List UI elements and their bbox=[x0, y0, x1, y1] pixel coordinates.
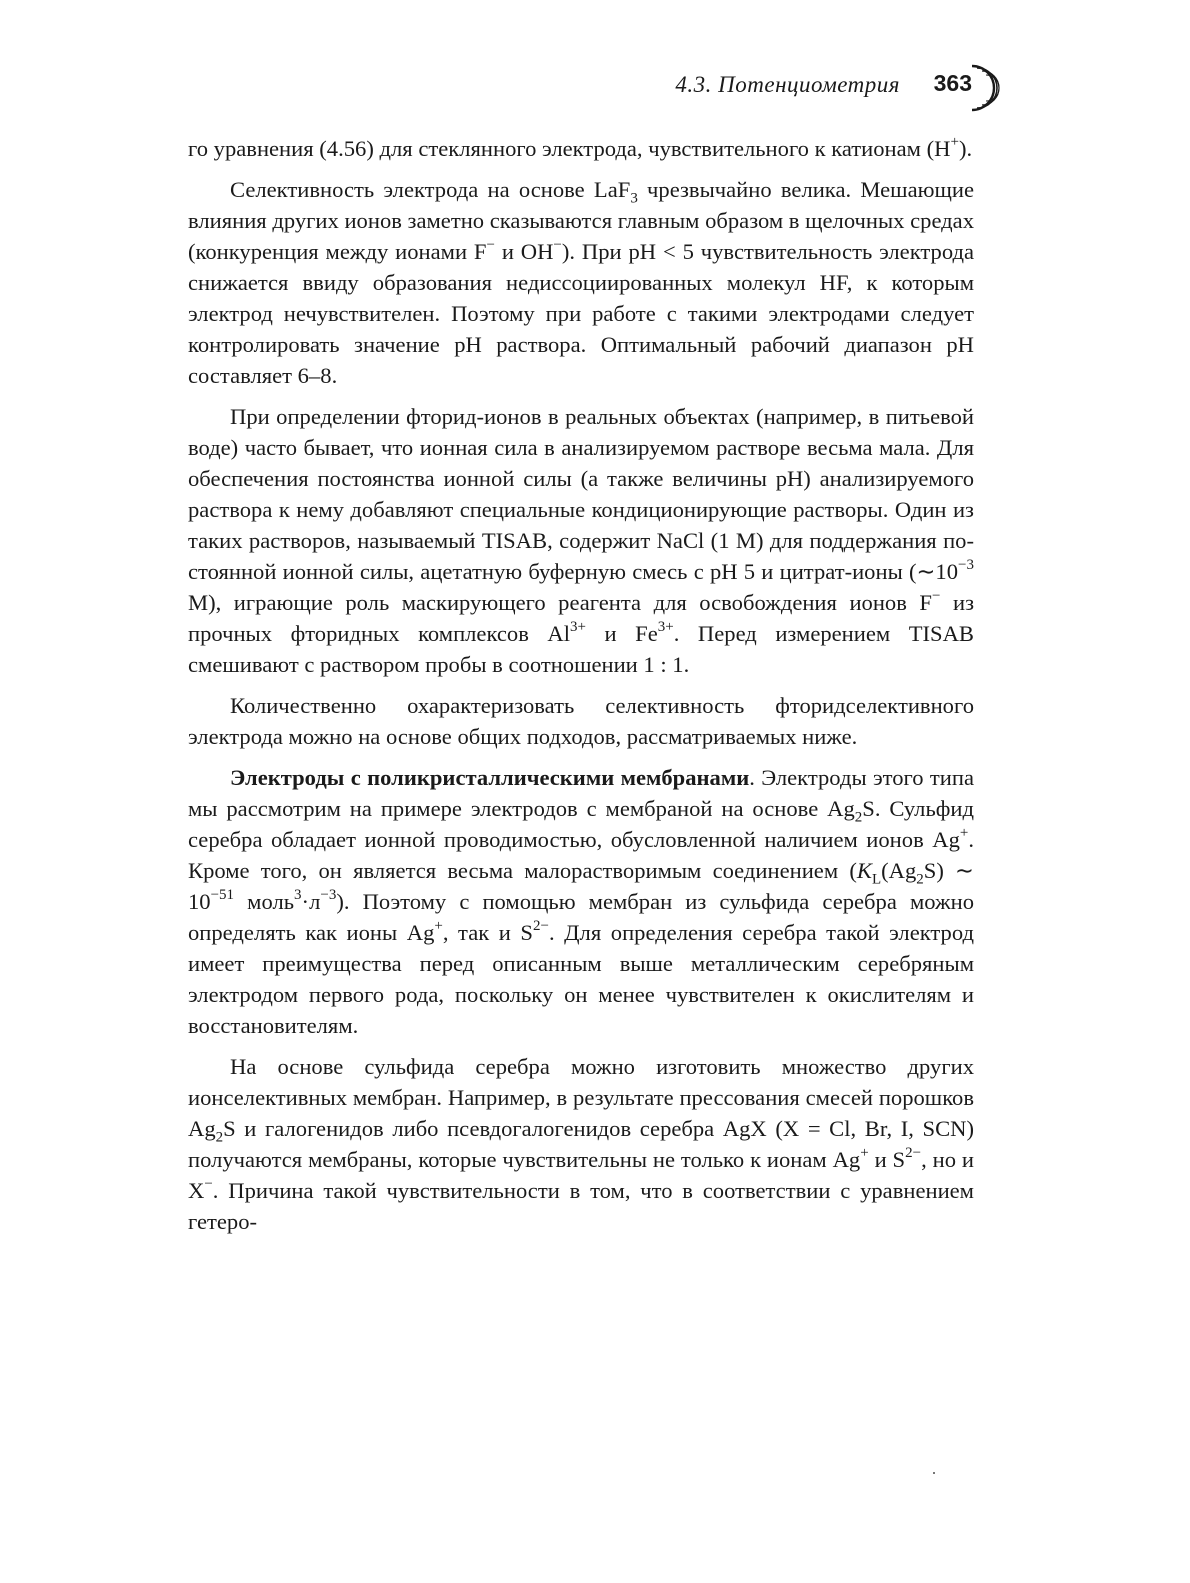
text-run: из прочных фторидных комплексов Al bbox=[188, 590, 974, 646]
text-run: M), играющие роль маскирующего реагента для освобождения ионов F bbox=[188, 590, 932, 615]
page-header bbox=[660, 62, 1000, 114]
text-run: моль bbox=[234, 889, 295, 914]
superscript: 3+ bbox=[657, 619, 674, 636]
text-run: Селективность электрода на основе LaF bbox=[230, 177, 631, 202]
text-run: , так и S bbox=[442, 920, 533, 945]
superscript: + bbox=[959, 825, 969, 842]
paragraph bbox=[188, 174, 974, 391]
page-number: 363 bbox=[933, 70, 972, 96]
paragraph bbox=[188, 1051, 974, 1237]
paragraph bbox=[188, 133, 974, 164]
text-run: (Ag bbox=[881, 858, 917, 883]
superscript: −3 bbox=[958, 557, 974, 574]
text-run: и S bbox=[868, 1147, 906, 1172]
math-symbol: K bbox=[856, 858, 872, 883]
subscript: 2 bbox=[854, 809, 863, 826]
subscript: 2 bbox=[916, 871, 924, 888]
text-run: S) ∼ 10 bbox=[188, 858, 974, 914]
paragraph bbox=[188, 690, 974, 752]
text-run: S и галогенидов либо псевдогалогенидов серебра AgX (X = Cl, Br, I, SCN) получаются мембраны, которые чувствительны не только к ионам Ag bbox=[188, 1116, 974, 1172]
section-lead-heading: Электроды с поликристаллическими мембранами bbox=[230, 765, 750, 790]
superscript: 3+ bbox=[570, 619, 586, 636]
superscript: − bbox=[553, 237, 562, 254]
superscript: 3 bbox=[294, 887, 302, 904]
text-run: . Перед измерением TISAB смешивают с раствором пробы в соотношении 1 : 1. bbox=[188, 621, 975, 677]
superscript: + bbox=[860, 1145, 869, 1162]
subscript: L bbox=[871, 871, 882, 888]
superscript: + bbox=[434, 918, 443, 935]
text-run: ). Поэтому с помощью мембран из сульфида серебра можно определять как ионы Ag bbox=[188, 889, 974, 945]
superscript: −3 bbox=[320, 887, 337, 904]
superscript: 2− bbox=[532, 918, 549, 935]
text-run: ·л bbox=[301, 889, 321, 914]
text-run: . Для определения серебра такой электрод имеет преимущества перед описанным выше металлическим серебряным электродом первого рода, поскольку он менее чувствителен к окислителям и восстановителям. bbox=[188, 920, 974, 1038]
text-run: . Электроды этого типа мы рассмотрим на примере электродов с мембраной на основе Ag bbox=[188, 765, 974, 821]
body-text bbox=[188, 133, 974, 1247]
text-run: . Кроме того, он является весьма малорастворимым соединением ( bbox=[188, 827, 974, 883]
text-run: ). bbox=[958, 136, 973, 161]
subscript: 3 bbox=[630, 190, 638, 207]
text-run: S. Сульфид серебра обладает ионной проводимостью, обусловленной наличием ионов Ag bbox=[188, 796, 974, 852]
paragraph bbox=[188, 401, 974, 680]
text-run: и OH bbox=[494, 239, 554, 264]
text-run: При определении фторид-ионов в реальных объектах (например, в питьевой воде) часто бывает, что ионная сила в анализируемом растворе весьма мала. Для обеспечения постоянства ионной силы (а также величины pH) анализируемого раствора к нему добавляют специальные кондиционирующие растворы. Один из таких растворов, называемый TISAB, содержит NaCl (1 M) для поддержания постоянной ионной силы, ацетатную буферную смесь с pH 5 и цитрат-ионы (∼10 bbox=[188, 404, 974, 584]
superscript: − bbox=[486, 237, 495, 254]
page-number-ornament bbox=[952, 62, 1000, 114]
paragraph bbox=[188, 762, 974, 1041]
running-head: 4.3. Потенциометрия bbox=[675, 72, 900, 97]
text-run: и Fe bbox=[585, 621, 658, 646]
text-run: го уравнения (4.56) для стеклянного электрода, чувствительного к катионам (H bbox=[188, 136, 951, 161]
subscript: 2 bbox=[215, 1129, 224, 1146]
superscript: −51 bbox=[210, 887, 235, 904]
scan-speck bbox=[933, 1472, 935, 1474]
superscript: − bbox=[204, 1176, 213, 1193]
text-run: ). При pH < 5 чувствительность электрода снижается ввиду образования недиссоциированных молекул HF, к которым электрод нечувствителен. Поэтому при работе с такими электродами следует контролировать значение pH раствора. Оптимальный рабочий диапазон pH составляет 6–8. bbox=[188, 239, 974, 388]
superscript: + bbox=[950, 134, 959, 151]
text-run: . Причина такой чувствительности в том, что в соответствии с уравнением гетеро- bbox=[188, 1178, 974, 1234]
text-run: Количественно охарактеризовать селективность фторидселективного электрода можно на основе общих подходов, рассматриваемых ниже. bbox=[188, 693, 974, 749]
text-run: чрезвычайно велика. Мешающие влияния других ионов заметно сказываются главным образом в щелочных средах (конкуренция между ионами F bbox=[188, 177, 974, 264]
superscript: − bbox=[931, 588, 941, 605]
superscript: 2− bbox=[905, 1145, 922, 1162]
text-run: На основе сульфида серебра можно изготовить множество других ионселективных мембран. Например, в результате прессования смесей порошков Ag bbox=[188, 1054, 974, 1141]
text-run: , но и X bbox=[188, 1147, 974, 1203]
